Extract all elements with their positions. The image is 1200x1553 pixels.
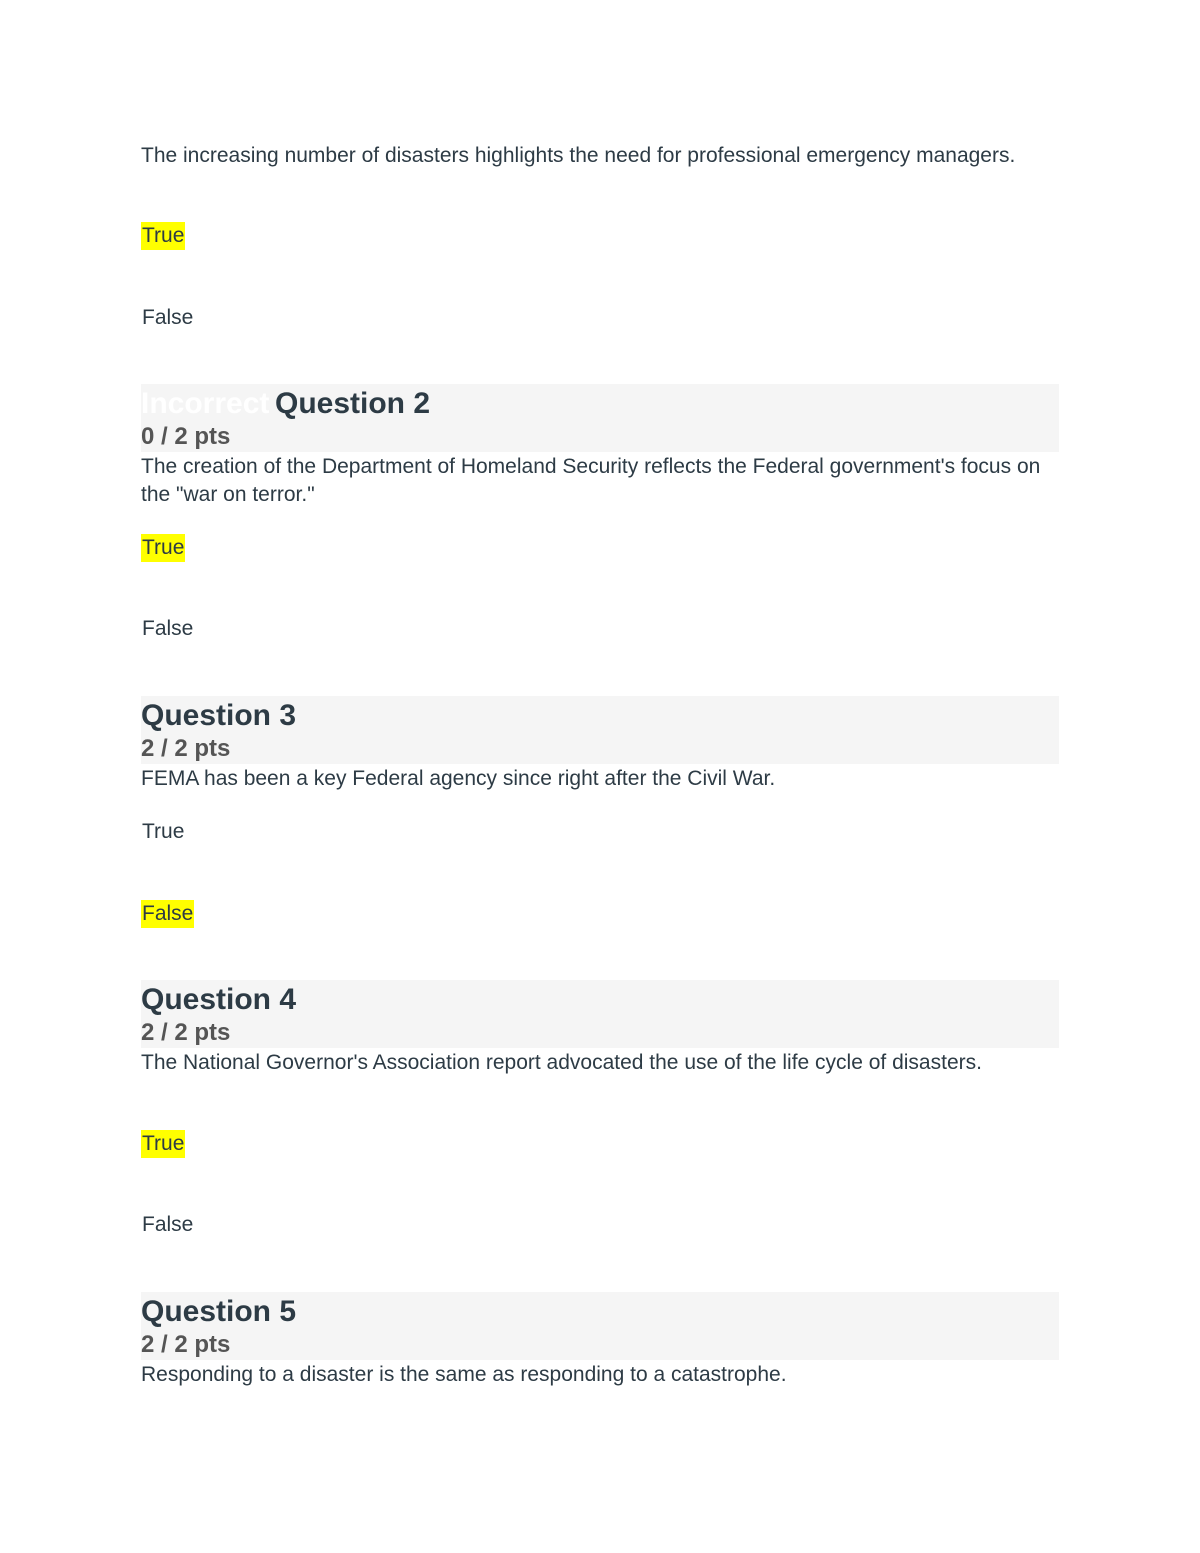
question-3-header: [141, 696, 1059, 764]
question-2-title: Question 2: [275, 387, 431, 420]
question-4-text: The National Governor's Association report advocated the use of the life cycle of disasters.: [141, 1051, 982, 1074]
question-2-answer-false[interactable]: False: [142, 617, 194, 640]
question-5-text-block: [141, 1361, 1059, 1389]
question-3-points: 2 / 2 pts: [141, 735, 231, 762]
question-1-answer-true[interactable]: True: [141, 222, 185, 250]
question-4-answer-false[interactable]: False: [142, 1213, 194, 1236]
question-5-header: [141, 1292, 1059, 1360]
question-1-answer-false[interactable]: False: [142, 306, 194, 329]
question-4-text-block: [141, 1049, 1059, 1077]
question-3-answer-false[interactable]: False: [141, 900, 194, 928]
question-3-title: Question 3: [141, 699, 297, 732]
question-4-title: Question 4: [141, 983, 297, 1016]
question-5-title: Question 5: [141, 1295, 297, 1328]
question-2-header: [141, 384, 1059, 452]
question-2-points: 0 / 2 pts: [141, 423, 231, 450]
question-4-header: [141, 980, 1059, 1048]
question-2-text: The creation of the Department of Homeland Security reflects the Federal government's focus on the "war on terror.": [141, 455, 1041, 506]
question-1-text-block: [141, 142, 1059, 170]
question-3-answer-true[interactable]: True: [142, 820, 185, 843]
question-1-text: The increasing number of disasters highlights the need for professional emergency managers.: [141, 144, 1016, 167]
question-3-text: FEMA has been a key Federal agency since right after the Civil War.: [141, 767, 776, 790]
question-5-text: Responding to a disaster is the same as responding to a catastrophe.: [141, 1363, 787, 1386]
question-2-incorrect-flag: Incorrect: [141, 387, 270, 420]
question-3-text-block: [141, 765, 1059, 793]
question-2-text-block: [141, 453, 1059, 509]
question-4-points: 2 / 2 pts: [141, 1019, 231, 1046]
question-4-answer-true[interactable]: True: [141, 1130, 185, 1158]
question-5-points: 2 / 2 pts: [141, 1331, 231, 1358]
question-2-answer-true[interactable]: True: [141, 534, 185, 562]
